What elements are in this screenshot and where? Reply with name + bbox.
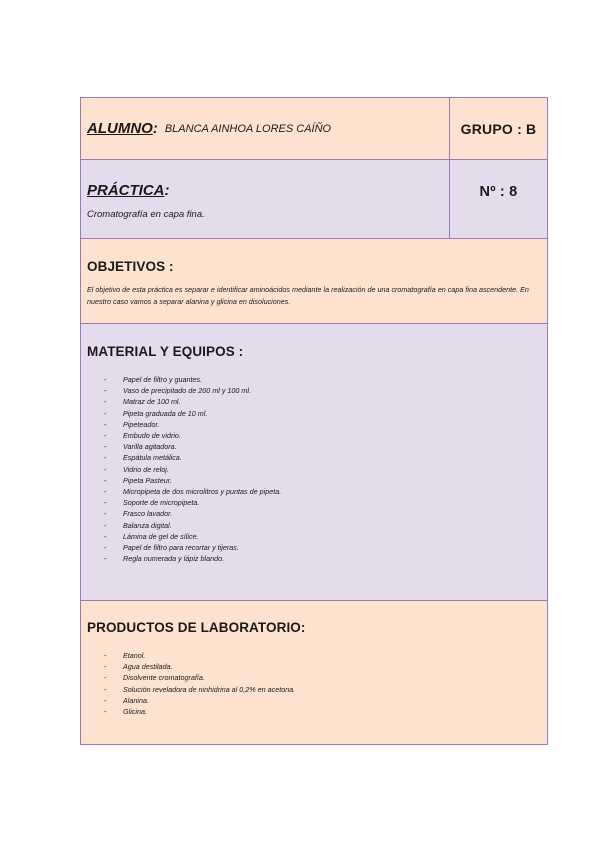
list-item — [87, 531, 541, 542]
student-cell — [81, 98, 449, 159]
bullet-dash: - — [104, 475, 107, 485]
bullet-dash: - — [104, 695, 107, 705]
list-item-text: Pipeteador. — [123, 419, 160, 429]
objectives-section — [81, 239, 547, 324]
list-item-text: Frasco lavador. — [123, 509, 173, 519]
number-cell — [449, 160, 547, 238]
list-item-text: Espátula metálica. — [123, 453, 182, 463]
bullet-dash: - — [104, 487, 107, 497]
list-item-text: Vidrio de reloj. — [123, 464, 169, 474]
bullet-dash: - — [104, 375, 107, 384]
list-item — [87, 441, 541, 452]
products-list — [87, 650, 541, 717]
list-item-text: Papel de filtro y guantes. — [123, 375, 203, 384]
objectives-heading: OBJETIVOS : — [87, 259, 174, 274]
practica-label: PRÁCTICA — [87, 182, 165, 199]
list-item — [87, 650, 541, 661]
bullet-dash: - — [104, 386, 107, 396]
list-item — [87, 464, 541, 475]
list-item — [87, 486, 541, 497]
group-value: GRUPO : B — [460, 120, 537, 137]
list-item — [87, 695, 541, 706]
bullet-dash: - — [104, 431, 107, 441]
bullet-dash: - — [104, 509, 107, 519]
list-item — [87, 430, 541, 441]
list-item — [87, 672, 541, 683]
list-item-text: Balanza digital. — [123, 520, 172, 530]
bullet-dash: - — [104, 707, 107, 717]
list-item-text: Varilla agitadora. — [123, 442, 177, 452]
group-cell — [449, 98, 547, 159]
list-item-text: Pipeta Pasteur. — [123, 475, 172, 485]
bullet-dash: - — [104, 498, 107, 508]
materials-list — [87, 374, 541, 564]
list-item — [87, 396, 541, 407]
bullet-dash: - — [104, 662, 107, 672]
list-item-text: Pipeta graduada de 10 ml. — [123, 408, 208, 418]
list-item — [87, 706, 541, 717]
objectives-text: El objetivo de esta práctica es separar e identificar aminoácidos mediante la realización de una cromatografía en capa fina ascendente. En nuestro caso vamos a separar alanina y glicina en disoluciones. — [87, 285, 529, 306]
products-heading: PRODUCTOS DE LABORATORIO: — [87, 620, 306, 635]
alumno-colon: : — [152, 120, 158, 137]
list-item — [87, 684, 541, 695]
list-item-text: Embudo de vidrio. — [123, 431, 181, 441]
bullet-dash: - — [104, 554, 107, 564]
bullet-dash: - — [104, 543, 107, 553]
list-item — [87, 508, 541, 519]
bullet-dash: - — [104, 651, 107, 660]
bullet-dash: - — [104, 673, 107, 683]
list-item-text: Solución reveladora de ninhidrina al 0,2% en acetona. — [123, 684, 296, 694]
list-item-text: Regla numerada y lápiz blando. — [123, 554, 225, 564]
list-item-text: Agua destilada. — [123, 662, 173, 672]
materials-section — [81, 324, 547, 601]
list-item-text: Lámina de gel de sílice. — [123, 531, 199, 541]
list-item-text: Alanina. — [123, 695, 149, 705]
list-item-text: Glicina. — [123, 707, 147, 717]
list-item — [87, 553, 541, 564]
practice-description: Cromatografía en capa fina. — [87, 209, 205, 220]
practice-row — [81, 160, 547, 239]
list-item — [87, 419, 541, 430]
practica-colon: : — [164, 182, 170, 199]
student-row — [81, 98, 547, 160]
list-item — [87, 385, 541, 396]
bullet-dash: - — [104, 442, 107, 452]
list-item-text: Matraz de 100 ml. — [123, 397, 181, 407]
list-item — [87, 452, 541, 463]
practice-sheet — [80, 97, 548, 745]
bullet-dash: - — [104, 397, 107, 407]
bullet-dash: - — [104, 531, 107, 541]
bullet-dash: - — [104, 464, 107, 474]
list-item-text: Soporte de micropipeta. — [123, 498, 200, 508]
products-section — [81, 601, 547, 744]
student-name: BLANCA AINHOA LORES CAÍÑO — [164, 122, 332, 135]
bullet-dash: - — [104, 419, 107, 429]
practice-cell — [81, 160, 449, 238]
list-item — [87, 475, 541, 486]
list-item — [87, 497, 541, 508]
list-item-text: Micropipeta de dos microlitros y puntas de pipeta. — [123, 487, 282, 497]
alumno-label: ALUMNO — [87, 120, 153, 137]
list-item-text: Etanol. — [123, 651, 146, 660]
list-item-text: Papel de filtro para recortar y tijeras. — [123, 543, 239, 553]
bullet-dash: - — [104, 453, 107, 463]
materials-heading: MATERIAL Y EQUIPOS : — [87, 344, 244, 359]
bullet-dash: - — [104, 520, 107, 530]
bullet-dash: - — [104, 408, 107, 418]
list-item — [87, 542, 541, 553]
list-item-text: Vaso de precipitado de 200 ml y 100 ml. — [123, 386, 251, 396]
bullet-dash: - — [104, 684, 107, 694]
practice-number: Nº : 8 — [479, 184, 518, 200]
list-item — [87, 520, 541, 531]
list-item — [87, 408, 541, 419]
list-item — [87, 661, 541, 672]
list-item — [87, 374, 541, 385]
list-item-text: Disolvente cromatografía. — [123, 673, 205, 683]
